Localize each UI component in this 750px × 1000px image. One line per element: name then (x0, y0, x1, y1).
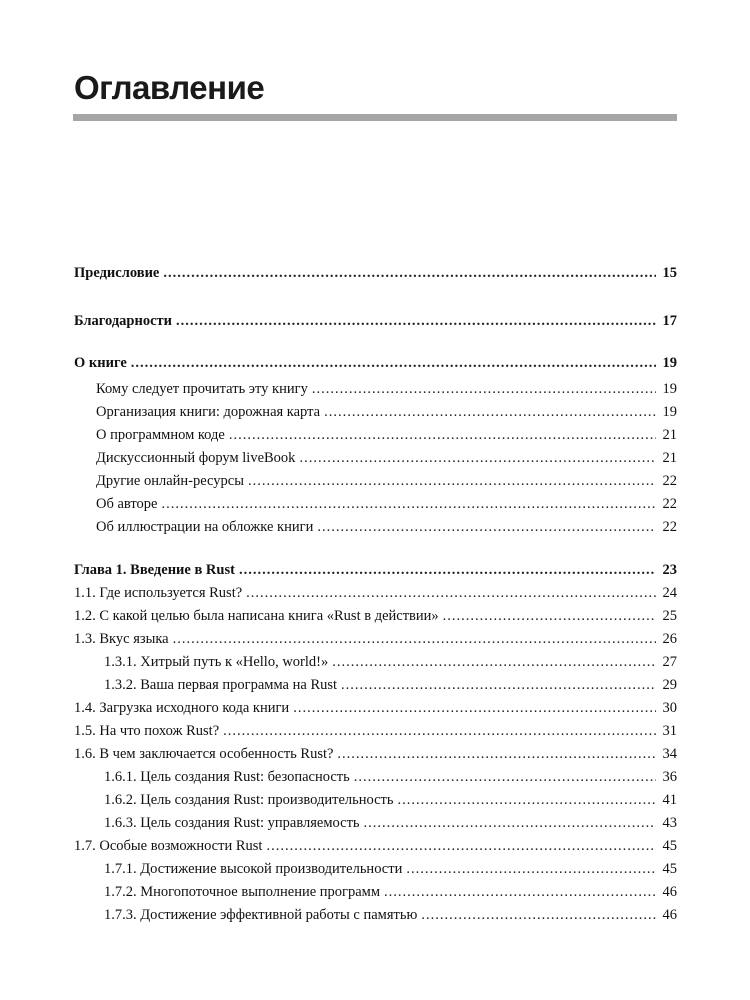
toc-entry-title: О программном коде (96, 427, 225, 443)
toc-entry-page-number: 22 (662, 519, 677, 535)
toc-entry-page-number: 26 (662, 631, 677, 647)
toc-entry-page-number: 22 (662, 473, 677, 489)
toc-entry-title: 1.1. Где используется Rust? (74, 585, 243, 601)
toc-entry-title: 1.3.2. Ваша первая программа на Rust (104, 677, 338, 693)
toc-entry (74, 559, 677, 581)
dot-leader (266, 835, 656, 857)
toc-entry-title: 1.5. На что похож Rust? (74, 723, 220, 739)
toc-entry-page-number: 43 (662, 815, 677, 831)
toc-entry (74, 858, 677, 880)
toc-entry (74, 470, 677, 492)
toc-entry (74, 720, 677, 742)
toc-entry (74, 628, 677, 650)
dot-leader (176, 310, 656, 332)
toc-entry (74, 881, 677, 903)
toc-entry (74, 378, 677, 400)
page-title: Оглавление (74, 69, 265, 106)
toc-entry (74, 447, 677, 469)
toc-entry-page-number: 46 (662, 884, 677, 900)
toc-entry (74, 605, 677, 627)
toc-entry-title: 1.7. Особые возможности Rust (74, 838, 263, 854)
toc-entry (74, 424, 677, 446)
toc-entry (74, 651, 677, 673)
dot-leader (246, 582, 656, 604)
dot-leader (332, 651, 656, 673)
title-rule (73, 114, 677, 121)
toc-entry (74, 401, 677, 423)
dot-leader (223, 720, 656, 742)
toc-entry (74, 743, 677, 765)
toc-entry (74, 493, 677, 515)
toc-entry-title: 1.3. Вкус языка (74, 631, 169, 647)
toc-entry (74, 835, 677, 857)
toc-entry-title: Предисловие (74, 265, 160, 281)
toc-entry-title: Другие онлайн-ресурсы (96, 473, 244, 489)
toc-entry-page-number: 31 (662, 723, 677, 739)
toc-entry-page-number: 21 (662, 427, 677, 443)
toc-entry-page-number: 24 (662, 585, 677, 601)
toc-entry-page-number: 34 (662, 746, 677, 762)
dot-leader (324, 401, 656, 423)
toc-entry-page-number: 19 (662, 381, 677, 397)
toc-entry-page-number: 27 (662, 654, 677, 670)
toc-entry-title: 1.7.2. Многопоточное выполнение программ (104, 884, 381, 900)
toc-entry-page-number: 41 (662, 792, 677, 808)
dot-leader (293, 697, 656, 719)
toc-entry-page-number: 45 (662, 838, 677, 854)
dot-leader (421, 904, 656, 926)
toc-entry-page-number: 36 (662, 769, 677, 785)
toc-entry (74, 766, 677, 788)
toc-entry (74, 352, 677, 374)
dot-leader (354, 766, 656, 788)
toc-entry-page-number: 45 (662, 861, 677, 877)
toc-entry-title: 1.6.1. Цель создания Rust: безопасность (104, 769, 350, 785)
toc-entry (74, 789, 677, 811)
toc-entry-title: Об авторе (96, 496, 158, 512)
toc-entry (74, 262, 677, 284)
dot-leader (317, 516, 656, 538)
toc-entry-title: Дискуссионный форум liveBook (96, 450, 296, 466)
dot-leader (248, 470, 656, 492)
toc-entry-page-number: 17 (662, 313, 677, 329)
toc-entry (74, 310, 677, 332)
toc-entry-title: 1.6. В чем заключается особенность Rust? (74, 746, 334, 762)
toc-entry (74, 516, 677, 538)
toc-entry-title: 1.7.1. Достижение высокой производительности (104, 861, 403, 877)
dot-leader (398, 789, 657, 811)
toc-entry-title: Об иллюстрации на обложке книги (96, 519, 314, 535)
toc-entry-title: Благодарности (74, 313, 173, 329)
toc-entry-title: 1.6.3. Цель создания Rust: управляемость (104, 815, 360, 831)
toc-entry-title: 1.7.3. Достижение эффективной работы с памятью (104, 907, 418, 923)
dot-leader (312, 378, 656, 400)
toc-entry (74, 697, 677, 719)
dot-leader (299, 447, 656, 469)
toc-entry-title: 1.3.1. Хитрый путь к «Hello, world!» (104, 654, 329, 670)
dot-leader (337, 743, 656, 765)
toc-entry-title: 1.4. Загрузка исходного кода книги (74, 700, 290, 716)
dot-leader (406, 858, 656, 880)
toc-entry-page-number: 22 (662, 496, 677, 512)
toc-entry-page-number: 19 (662, 355, 677, 371)
toc-entry-title: Кому следует прочитать эту книгу (96, 381, 308, 397)
toc-entry-page-number: 15 (662, 265, 677, 281)
dot-leader (161, 493, 656, 515)
dot-leader (239, 559, 656, 581)
dot-leader (341, 674, 656, 696)
toc-entry-page-number: 19 (662, 404, 677, 420)
toc-entry (74, 812, 677, 834)
toc-entry-title: 1.6.2. Цель создания Rust: производительность (104, 792, 394, 808)
toc-entry-page-number: 23 (662, 562, 677, 578)
toc-entry-page-number: 29 (662, 677, 677, 693)
dot-leader (163, 262, 656, 284)
toc-entry-page-number: 46 (662, 907, 677, 923)
dot-leader (173, 628, 656, 650)
dot-leader (443, 605, 656, 627)
toc-entry (74, 904, 677, 926)
toc-entry-page-number: 21 (662, 450, 677, 466)
toc-entry-title: Организация книги: дорожная карта (96, 404, 321, 420)
toc-entry-title: 1.2. С какой целью была написана книга «Rust в действии» (74, 608, 439, 624)
toc-entry (74, 582, 677, 604)
dot-leader (384, 881, 656, 903)
toc-entry-page-number: 25 (662, 608, 677, 624)
toc-entry-page-number: 30 (662, 700, 677, 716)
toc-entry (74, 674, 677, 696)
dot-leader (364, 812, 656, 834)
dot-leader (131, 352, 656, 374)
toc-entry-title: Глава 1. Введение в Rust (74, 562, 235, 578)
dot-leader (229, 424, 656, 446)
toc-entry-title: О книге (74, 355, 127, 371)
